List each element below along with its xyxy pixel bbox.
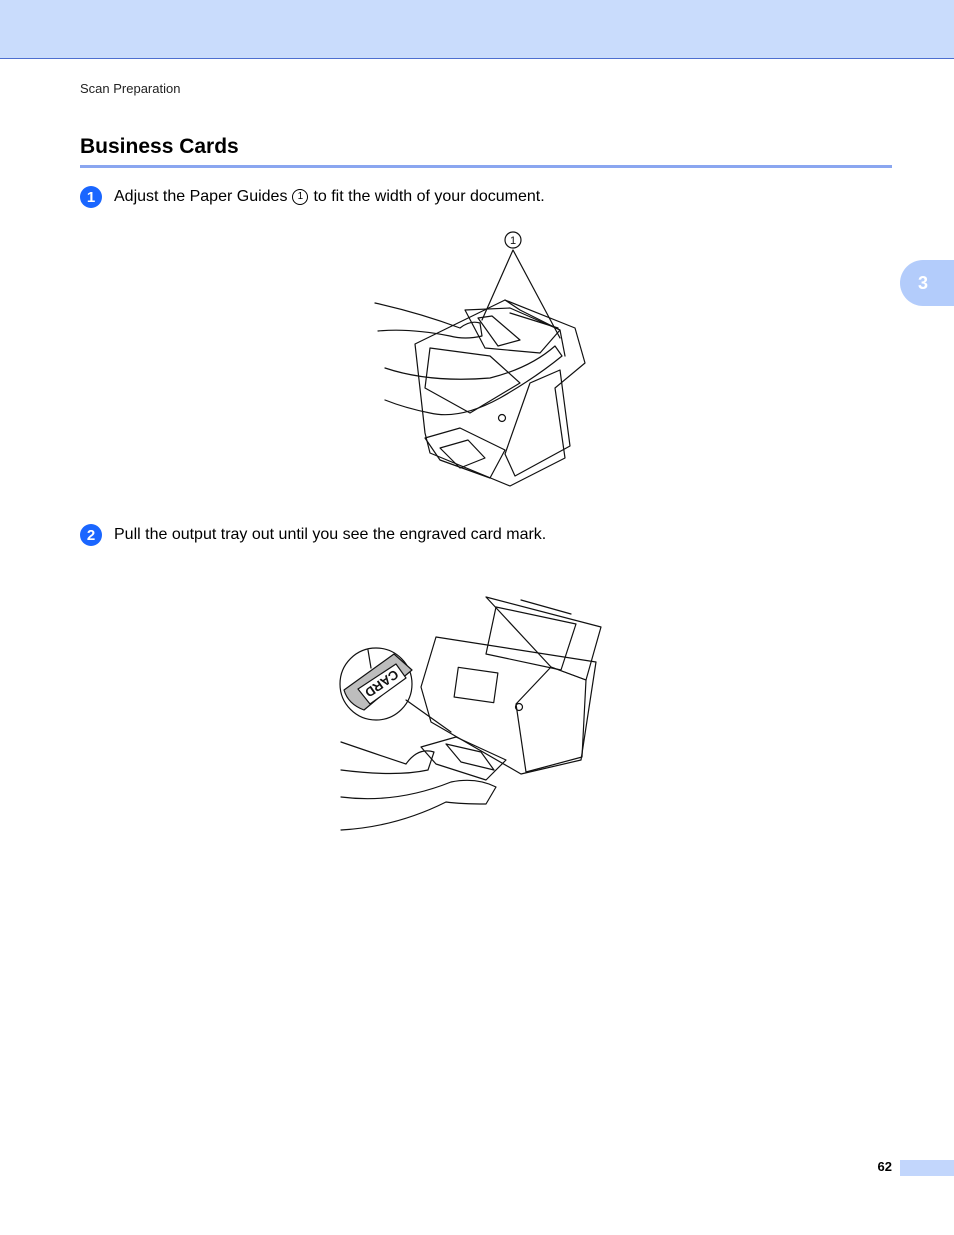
section-rule (80, 165, 892, 168)
page-number: 62 (877, 1159, 892, 1174)
step-2-text: Pull the output tray out until you see the engraved card mark. (114, 526, 547, 543)
step-1-text-before: Adjust the Paper Guides (114, 188, 288, 205)
figure-1-callout: 1 (509, 235, 517, 247)
chapter-tab: 3 (900, 260, 954, 306)
page-number-bar (900, 1160, 954, 1176)
scanner-paper-guides-illustration (370, 228, 600, 493)
step-number-1: 1 (80, 186, 102, 208)
card-mark-label: CARD (362, 666, 402, 701)
scanner-output-tray-illustration (336, 592, 606, 837)
step-1-text-after: to fit the width of your document. (313, 188, 545, 205)
running-head: Scan Preparation (80, 81, 181, 96)
header-band (0, 0, 954, 59)
step-2 (80, 524, 546, 546)
section-title: Business Cards (80, 135, 239, 158)
step-1 (80, 186, 545, 208)
callout-1: 1 (292, 189, 308, 205)
step-number-2: 2 (80, 524, 102, 546)
